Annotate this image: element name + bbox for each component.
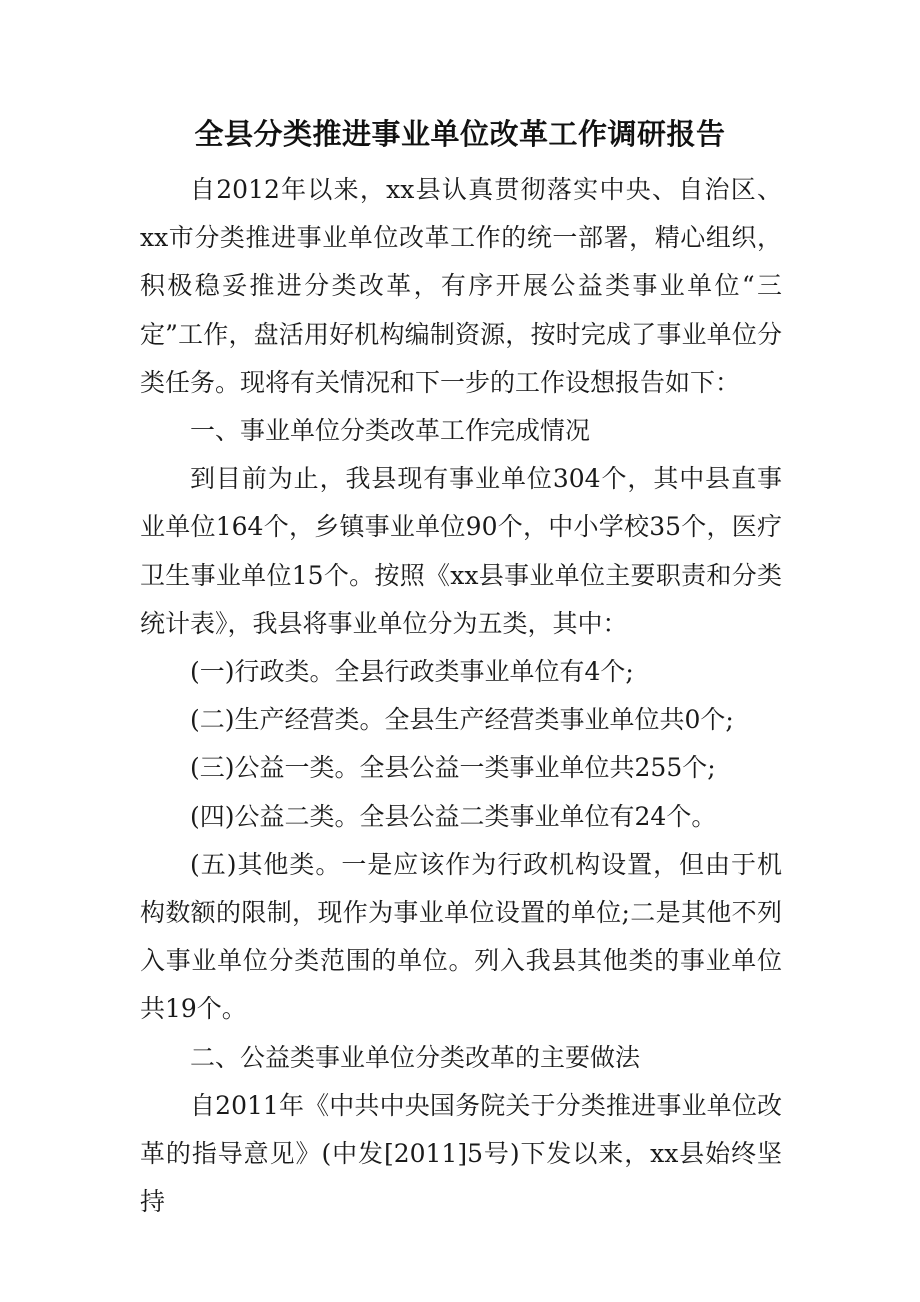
section-heading-1: 一、事业单位分类改革工作完成情况 [190, 416, 591, 446]
document-title: 全县分类推进事业单位改革工作调研报告 [194, 117, 726, 151]
list-item-administrative: (一)行政类。全县行政类事业单位有4个; [190, 657, 634, 687]
list-item-other: (五)其他类。一是应该作为行政机构设置，但由于机构数额的限制，现作为事业单位设置的单位;二是其他不列入事业单位分类范围的单位。列入我县其他类的事业单位共19个。 [140, 849, 782, 1024]
list-item-public-welfare-1: (三)公益一类。全县公益一类事业单位共255个; [190, 753, 716, 783]
paragraph-intro: 自2012年以来，xx县认真贯彻落实中央、自治区、xx市分类推进事业单位改革工作的统一部署，精心组织，积极稳妥推进分类改革，有序开展公益类事业单位“三定”工作，盘活用好机构编制资源，按时完成了事业单位分类任务。现将有关情况和下一步的工作设想报告如下： [140, 175, 782, 397]
list-item-public-welfare-2: (四)公益二类。全县公益二类事业单位有24个。 [190, 801, 717, 831]
document-body [140, 166, 782, 1226]
section-heading-2: 二、公益类事业单位分类改革的主要做法 [190, 1042, 641, 1072]
paragraph-unit-counts: 到目前为止，我县现有事业单位304个，其中县直事业单位164个，乡镇事业单位90个，中小学校35个，医疗卫生事业单位15个。按照《xx县事业单位主要职责和分类统计表》，我县将事业单位分为五类，其中： [140, 464, 782, 638]
paragraph-practices: 自2011年《中共中央国务院关于分类推进事业单位改革的指导意见》(中发[2011]5号)下发以来，xx县始终坚持 [140, 1090, 782, 1217]
list-item-production: (二)生产经营类。全县生产经营类事业单位共0个; [190, 705, 734, 735]
